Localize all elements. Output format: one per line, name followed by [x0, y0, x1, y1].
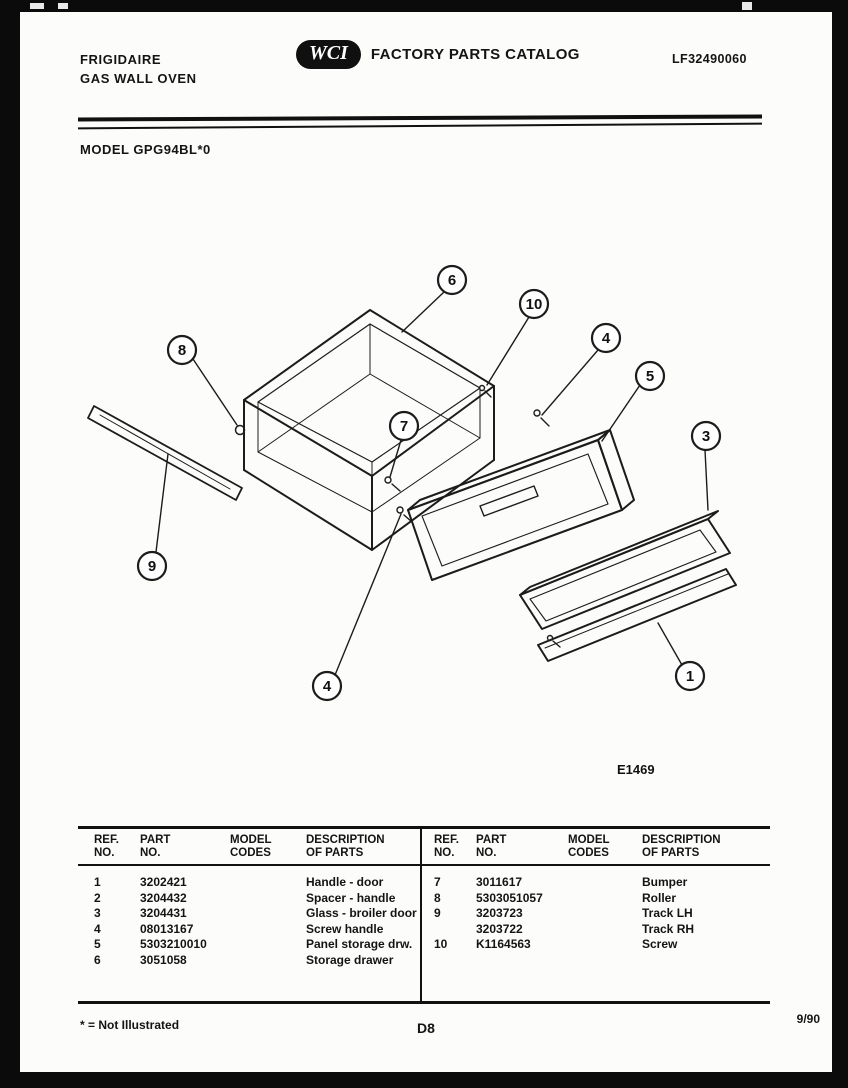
- brand-product-line: GAS WALL OVEN: [80, 71, 197, 86]
- model-codes: [568, 875, 642, 891]
- callout-number: 6: [447, 272, 457, 289]
- table-header: [78, 829, 420, 866]
- callout-4-top: [592, 324, 620, 352]
- part-no: 5303210010: [140, 937, 207, 951]
- part-no: 3202421: [140, 875, 187, 889]
- callout-number: 10: [525, 296, 543, 313]
- catalog-title: FACTORY PARTS CATALOG: [370, 46, 580, 63]
- table-row: [422, 891, 770, 907]
- callout-6: [438, 266, 466, 294]
- handle-slot-detail: [480, 486, 538, 516]
- header-rule-thick: [78, 115, 762, 122]
- table-row: [78, 922, 420, 938]
- table-row: [78, 906, 420, 922]
- ref-no: 8: [434, 890, 441, 905]
- col-header-line: REF.: [434, 834, 459, 846]
- ref-no: [434, 922, 476, 938]
- col-header-desc: [306, 834, 420, 860]
- table-body: [78, 866, 420, 968]
- col-header-line: MODEL: [230, 834, 272, 846]
- part-description: Glass - broiler door: [306, 906, 417, 920]
- part-no: 3203723: [476, 906, 523, 920]
- drawer-panel-part: [408, 430, 634, 580]
- parts-table-left: [78, 829, 420, 1001]
- callouts: [138, 266, 720, 700]
- part-no: K1164563: [476, 937, 531, 951]
- col-header-line: DESCRIPTION: [306, 834, 385, 846]
- col-header-line: CODES: [568, 847, 609, 859]
- part-no: 3051058: [140, 952, 187, 967]
- table-row: [78, 953, 420, 969]
- table-header: [422, 829, 770, 866]
- wci-logo: WCI: [296, 40, 361, 69]
- ref-no: 6: [94, 952, 101, 967]
- part-no: 08013167: [140, 921, 194, 936]
- callout-number: 5: [645, 368, 655, 385]
- callout-number: 3: [701, 428, 711, 445]
- callout-1: [676, 662, 704, 690]
- brand-name: FRIGIDAIRE: [80, 52, 162, 67]
- figure-code: E1469: [617, 762, 655, 777]
- ref-no: 2: [94, 890, 101, 905]
- not-illustrated-note: * = Not Illustrated: [80, 1018, 180, 1032]
- model-codes: [568, 891, 642, 907]
- col-header-codes: [568, 834, 642, 860]
- scan-mark: [742, 2, 752, 10]
- ref-no: 4: [94, 921, 101, 936]
- part-description: Screw handle: [306, 921, 384, 936]
- col-header-line: NO.: [476, 847, 497, 859]
- callout-3: [692, 422, 720, 450]
- model-codes: [568, 937, 642, 953]
- col-header-line: PART: [140, 834, 171, 846]
- ref-no: 5: [94, 937, 101, 951]
- callout-leaders: [156, 292, 711, 675]
- callout-10: [520, 290, 548, 318]
- col-header-line: MODEL: [568, 834, 610, 846]
- callout-number: 8: [177, 342, 187, 359]
- table-row: [422, 937, 770, 953]
- part-description: Storage drawer: [306, 952, 394, 967]
- model-codes: [568, 906, 642, 922]
- col-header-line: OF PARTS: [306, 847, 364, 859]
- model-codes: [230, 937, 306, 953]
- col-header-line: NO.: [94, 847, 115, 859]
- part-description: Bumper: [642, 875, 688, 889]
- callout-7: [390, 412, 418, 440]
- scan-mark: [30, 3, 44, 9]
- part-no: 3203722: [476, 921, 523, 936]
- broiler-door-glass-part: [520, 511, 730, 629]
- page-number: D8: [417, 1020, 435, 1036]
- col-header-line: NO.: [140, 847, 161, 859]
- callout-number: 9: [147, 558, 157, 575]
- track-part: [88, 406, 242, 500]
- ref-no: 9: [434, 906, 441, 920]
- model-codes: [230, 906, 306, 922]
- part-no: 3204432: [140, 890, 187, 905]
- col-header-desc: [642, 834, 770, 860]
- col-header-line: DESCRIPTION: [642, 834, 721, 846]
- part-no: 5303051057: [476, 890, 543, 905]
- callout-5: [636, 362, 664, 390]
- model-codes: [568, 922, 642, 938]
- parts-table: [78, 826, 770, 1004]
- col-header-ref: [94, 834, 140, 860]
- part-description: Track LH: [642, 906, 693, 920]
- model-codes: [230, 875, 306, 891]
- document-number: LF32490060: [672, 52, 747, 66]
- col-header-line: NO.: [434, 847, 455, 859]
- door-handle-part: [538, 569, 736, 661]
- callout-number: 1: [685, 668, 695, 685]
- part-description: Screw: [642, 937, 678, 951]
- screw-icon: [397, 507, 403, 513]
- catalog-title-block: [296, 40, 580, 69]
- part-description: Roller: [642, 890, 677, 905]
- callout-number: 4: [601, 330, 611, 347]
- screw-icon: [534, 410, 540, 416]
- exploded-parts-diagram: [72, 238, 772, 798]
- part-description: Track RH: [642, 921, 695, 936]
- model-codes: [230, 953, 306, 969]
- col-header-line: CODES: [230, 847, 271, 859]
- model-codes: [230, 891, 306, 907]
- col-header-line: PART: [476, 834, 507, 846]
- ref-no: 3: [94, 906, 101, 920]
- model-codes: [230, 922, 306, 938]
- header-rule-thin: [78, 123, 762, 130]
- scan-mark: [58, 3, 68, 9]
- ref-no: 1: [94, 875, 101, 889]
- table-row: [422, 922, 770, 938]
- screw-icon: [385, 477, 391, 483]
- col-header-line: REF.: [94, 834, 119, 846]
- table-row: [78, 937, 420, 953]
- table-row: [422, 875, 770, 891]
- model-number: MODEL GPG94BL*0: [80, 142, 211, 157]
- callout-number: 7: [399, 418, 409, 435]
- brand-block: [80, 50, 197, 88]
- part-no: 3011617: [476, 875, 523, 889]
- revision-date: 9/90: [796, 1012, 820, 1026]
- callout-8: [168, 336, 196, 364]
- callout-9: [138, 552, 166, 580]
- part-no: 3204431: [140, 906, 187, 920]
- col-header-ref: [434, 834, 476, 860]
- table-body: [422, 866, 770, 953]
- ref-no: 7: [434, 875, 441, 889]
- header-rule: [78, 116, 762, 127]
- col-header-codes: [230, 834, 306, 860]
- ref-no: 10: [434, 937, 448, 951]
- table-row: [422, 906, 770, 922]
- col-header-line: OF PARTS: [642, 847, 700, 859]
- callout-4-bottom: [313, 672, 341, 700]
- table-row: [78, 891, 420, 907]
- col-header-part: [140, 834, 230, 860]
- storage-drawer-part: [236, 310, 495, 550]
- part-description: Handle - door: [306, 875, 384, 889]
- callout-number: 4: [322, 678, 332, 695]
- table-row: [78, 875, 420, 891]
- part-description: Spacer - handle: [306, 890, 396, 905]
- parts-table-right: [420, 829, 770, 1001]
- catalog-page: [20, 12, 832, 1072]
- part-description: Panel storage drw.: [306, 937, 413, 951]
- col-header-part: [476, 834, 568, 860]
